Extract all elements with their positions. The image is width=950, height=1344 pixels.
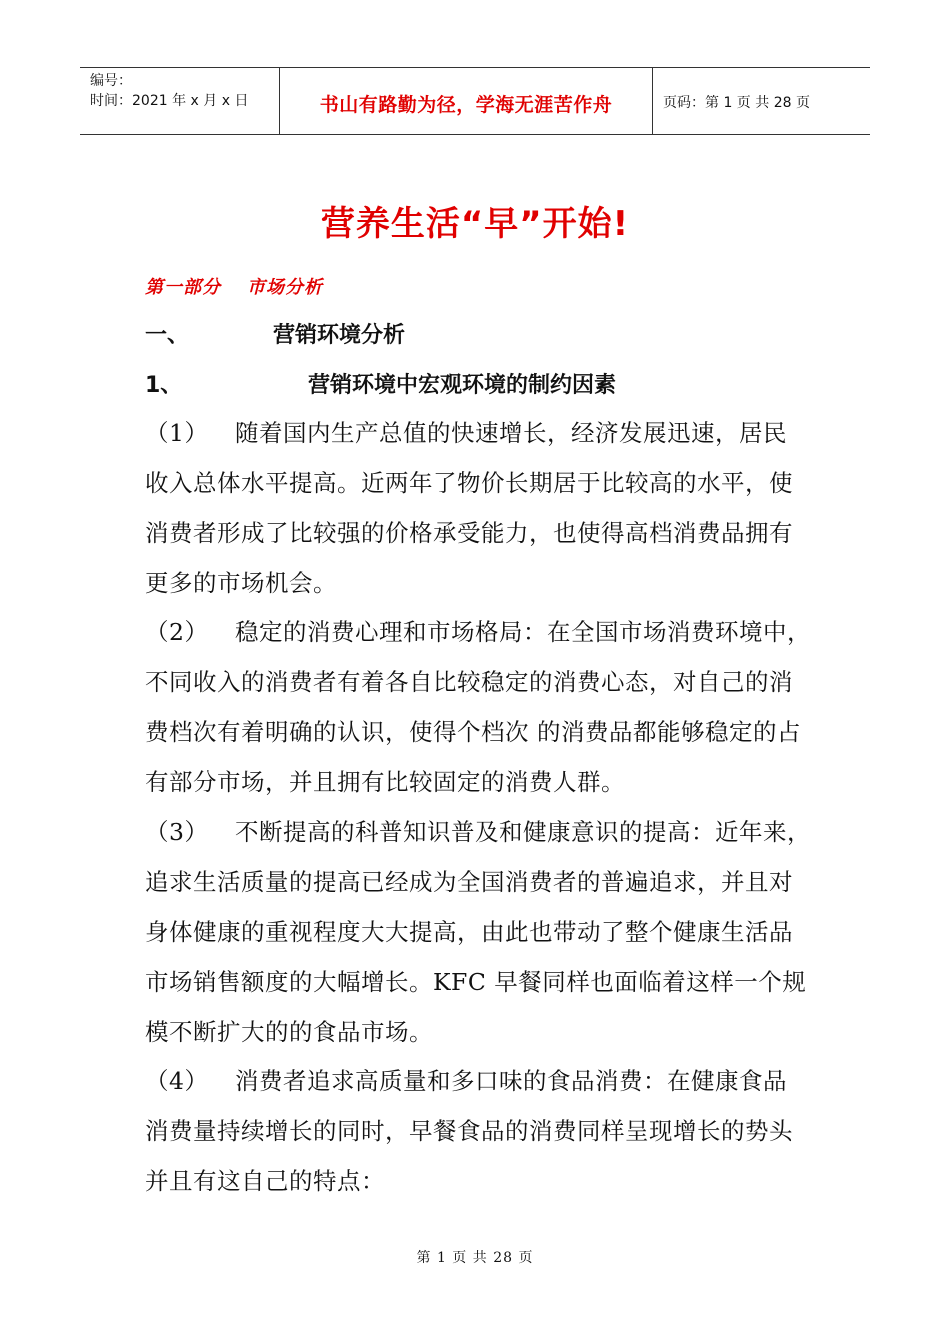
paragraph-line: 消费者形成了比较强的价格承受能力，也使得高档消费品拥有 [145, 519, 793, 547]
paragraph-line: 不同收入的消费者有着各自比较稳定的消费心态，对自己的消 [145, 668, 793, 696]
header-date-label: 时间：2021 年 x 月 x 日 [90, 93, 249, 109]
part-label: 第一部分 [145, 277, 221, 298]
subsection-title: 营销环境中宏观环境的制约因素 [308, 373, 617, 398]
paragraph-line: 身体健康的重视程度大大提高，由此也带动了整个健康生活品 [145, 918, 793, 946]
paragraph-line: 更多的市场机会。 [145, 569, 337, 597]
paragraph-line [145, 1056, 815, 1106]
paragraph-line [145, 607, 815, 657]
paragraph-text: 随着国内生产总值的快速增长，经济发展迅速，居民 [235, 419, 787, 447]
document-header [80, 67, 870, 135]
document-title: 营养生活“早”开始! [320, 204, 630, 244]
paragraph-line: 收入总体水平提高。近两年了物价长期居于比较高的水平，使 [145, 469, 793, 497]
subsection-heading [145, 368, 616, 399]
paragraph-marker: （3） [145, 818, 209, 846]
paragraph-line: 费档次有着明确的认识，使得个档次 的消费品都能够稳定的占 [145, 718, 801, 746]
subsection-number: 1、 [145, 373, 183, 398]
paragraph-2 [145, 607, 815, 807]
paragraph-line: 追求生活质量的提高已经成为全国消费者的普遍追求，并且对 [145, 868, 793, 896]
paragraph-text: 稳定的消费心理和市场格局：在全国市场消费环境中， [235, 618, 811, 646]
header-motto: 书山有路勤为径，学海无涯苦作舟 [319, 93, 613, 116]
part-heading [145, 273, 323, 299]
paragraph-line: 并且有这自己的特点： [145, 1167, 385, 1195]
section-title: 营销环境分析 [273, 323, 406, 348]
part-title: 市场分析 [247, 277, 323, 298]
paragraph-line [145, 807, 815, 857]
paragraph-marker: （2） [145, 618, 209, 646]
header-motto-cell [280, 68, 653, 134]
paragraph-line [145, 408, 815, 458]
paragraph-text: 消费者追求高质量和多口味的食品消费：在健康食品 [235, 1067, 787, 1095]
paragraph-marker: （1） [145, 419, 209, 447]
header-page-info: 页码：第 1 页 共 28 页 [663, 95, 810, 111]
section-number: 一、 [145, 323, 190, 348]
header-page-cell [653, 68, 870, 134]
header-meta-cell [80, 68, 280, 134]
paragraph-4 [145, 1056, 815, 1206]
paragraph-line: 消费量持续增长的同时，早餐食品的消费同样呈现增长的势头 [145, 1117, 793, 1145]
paragraph-line: 模不断扩大的的食品市场。 [145, 1018, 433, 1046]
paragraph-1 [145, 408, 815, 608]
paragraph-text: 不断提高的科普知识普及和健康意识的提高：近年来， [235, 818, 811, 846]
section-heading [145, 318, 405, 349]
page-footer: 第 1 页 共 28 页 [416, 1250, 534, 1266]
paragraph-line: 市场销售额度的大幅增长。KFC 早餐同样也面临着这样一个规 [145, 968, 807, 996]
header-number-label: 编号： [90, 73, 132, 89]
paragraph-line: 有部分市场，并且拥有比较固定的消费人群。 [145, 768, 625, 796]
paragraph-marker: （4） [145, 1067, 209, 1095]
paragraph-3 [145, 807, 815, 1057]
